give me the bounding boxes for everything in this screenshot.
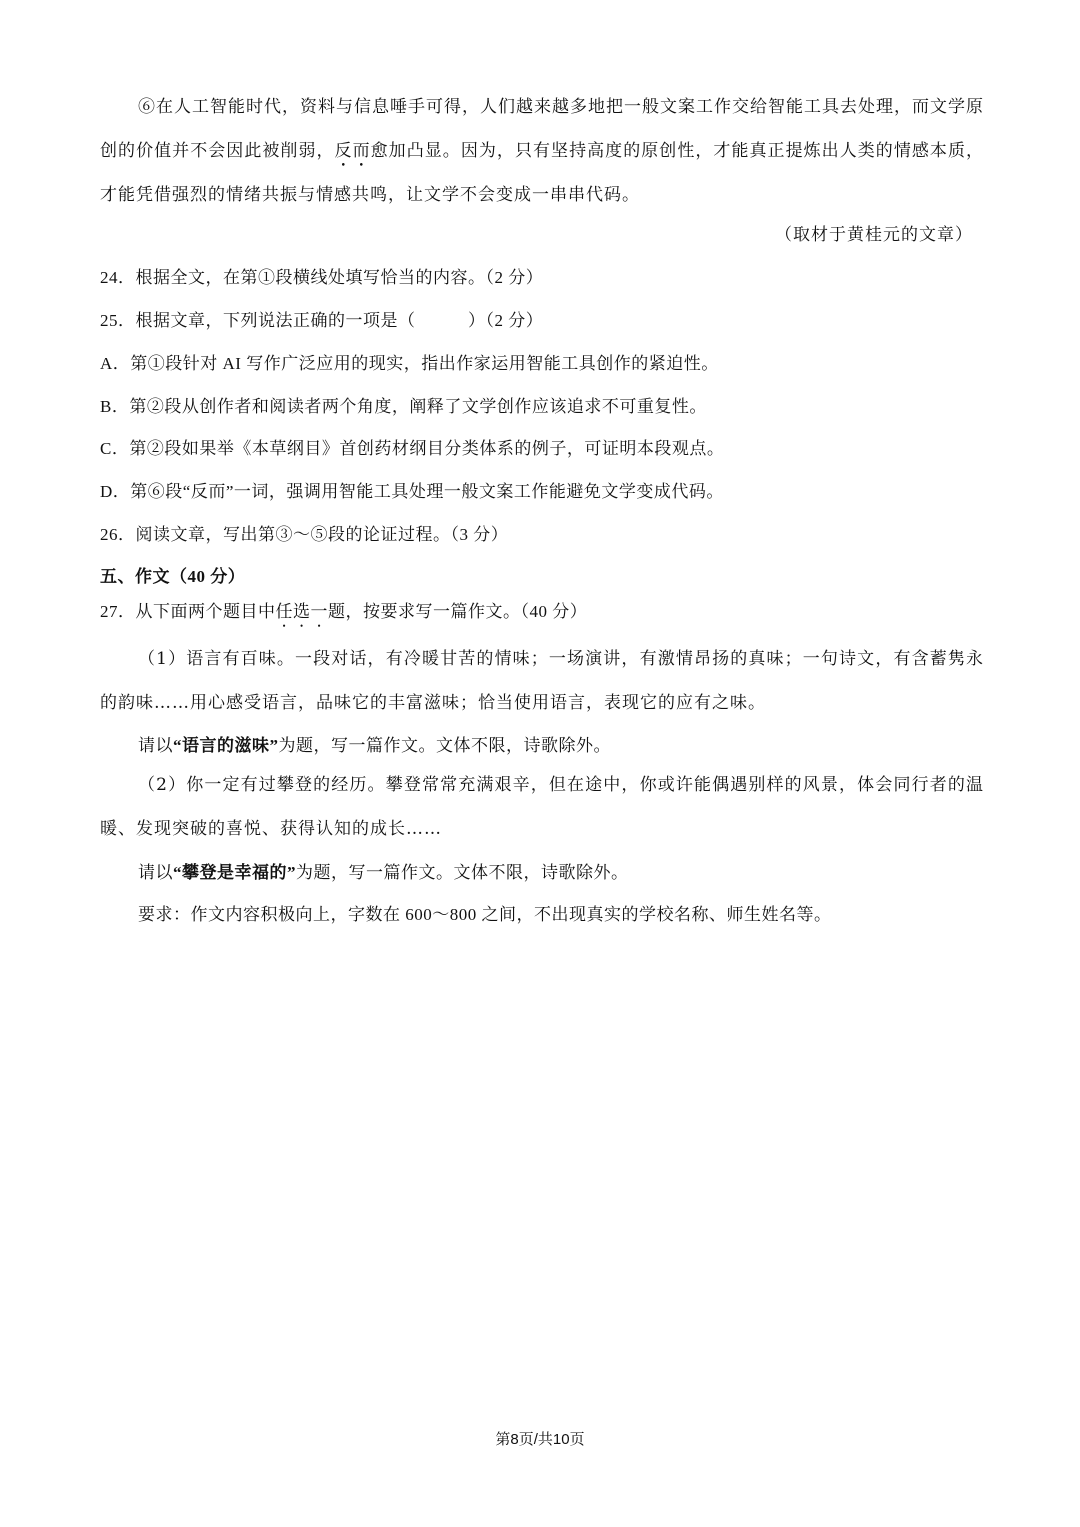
title-2-prefix: 请以 — [138, 863, 173, 882]
paragraph-6-text-part1: ⑥在人工智能时代，资料与信息唾手可得，人们越来越多地把一般文案工作交给智能工具去处理，而文学原创的价值并不会因此被削弱， — [100, 97, 984, 161]
question-27-text-part1: 27．从下面两个题目中 — [100, 602, 276, 621]
question-26: 26．阅读文章，写出第③～⑤段的论证过程。（3 分） — [100, 525, 509, 544]
title-2-suffix: 为题，写一篇作文。文体不限，诗歌除外。 — [296, 863, 629, 882]
emphasized-word-fan-er: 反而 — [334, 141, 371, 161]
paragraph-6-text-part2: 愈加凸显。因为，只有坚持高度的原创性，才能真正提炼出人类的情感本质，才能凭借强烈的情绪共振与情感共鸣，让文学不会变成一串串代码。 — [100, 141, 985, 205]
article-paragraph-6 — [100, 85, 984, 217]
page-number: 第8页/共10页 — [495, 1431, 585, 1448]
question-27-text-part2: 题，按要求写一篇作文。（40 分） — [328, 602, 588, 621]
question-24: 24．根据全文，在第①段横线处填写恰当的内容。（2 分） — [100, 268, 544, 287]
title-1-prefix: 请以 — [138, 736, 173, 755]
emphasized-word-ren-xuan-yi: 任选一 — [275, 602, 328, 621]
question-27 — [100, 597, 587, 631]
essay-prompt-2: （2）你一定有过攀登的经历。攀登常常充满艰辛，但在途中，你或许能偶遇别样的风景，体会同行者的温暖、发现突破的喜悦、获得认知的成长…… — [100, 775, 984, 839]
essay-title-1-instruction — [138, 731, 611, 756]
title-1-suffix: 为题，写一篇作文。文体不限，诗歌除外。 — [278, 736, 611, 755]
question-25-option-d: D．第⑥段“反而”一词，强调用智能工具处理一般文案工作能避免文学变成代码。 — [100, 482, 724, 501]
essay-requirement: 要求：作文内容积极向上，字数在 600～800 之间，不出现真实的学校名称、师生姓名等。 — [138, 905, 832, 924]
question-25: 25．根据文章，下列说法正确的一项是（ ）（2 分） — [100, 311, 544, 330]
question-25-option-b: B．第②段从创作者和阅读者两个角度，阐释了文学创作应该追求不可重复性。 — [100, 397, 707, 416]
section-5-heading: 五、作文（40 分） — [100, 567, 246, 586]
essay-title-2: “攀登是幸福的” — [173, 863, 296, 882]
essay-title-2-instruction — [138, 858, 629, 883]
essay-prompt-1: （1）语言有百味。一段对话，有冷暖甘苦的情味；一场演讲，有激情昂扬的真味；一句诗文，有含蓄隽永的韵味……用心感受语言，品味它的丰富滋味；恰当使用语言，表现它的应有之味。 — [100, 649, 984, 713]
question-25-option-c: C．第②段如果举《本草纲目》首创药材纲目分类体系的例子，可证明本段观点。 — [100, 439, 725, 458]
question-25-option-a: A．第①段针对 AI 写作广泛应用的现实，指出作家运用智能工具创作的紧迫性。 — [100, 354, 719, 373]
essay-title-1: “语言的滋味” — [173, 736, 279, 755]
article-source: （取材于黄桂元的文章） — [775, 225, 973, 245]
